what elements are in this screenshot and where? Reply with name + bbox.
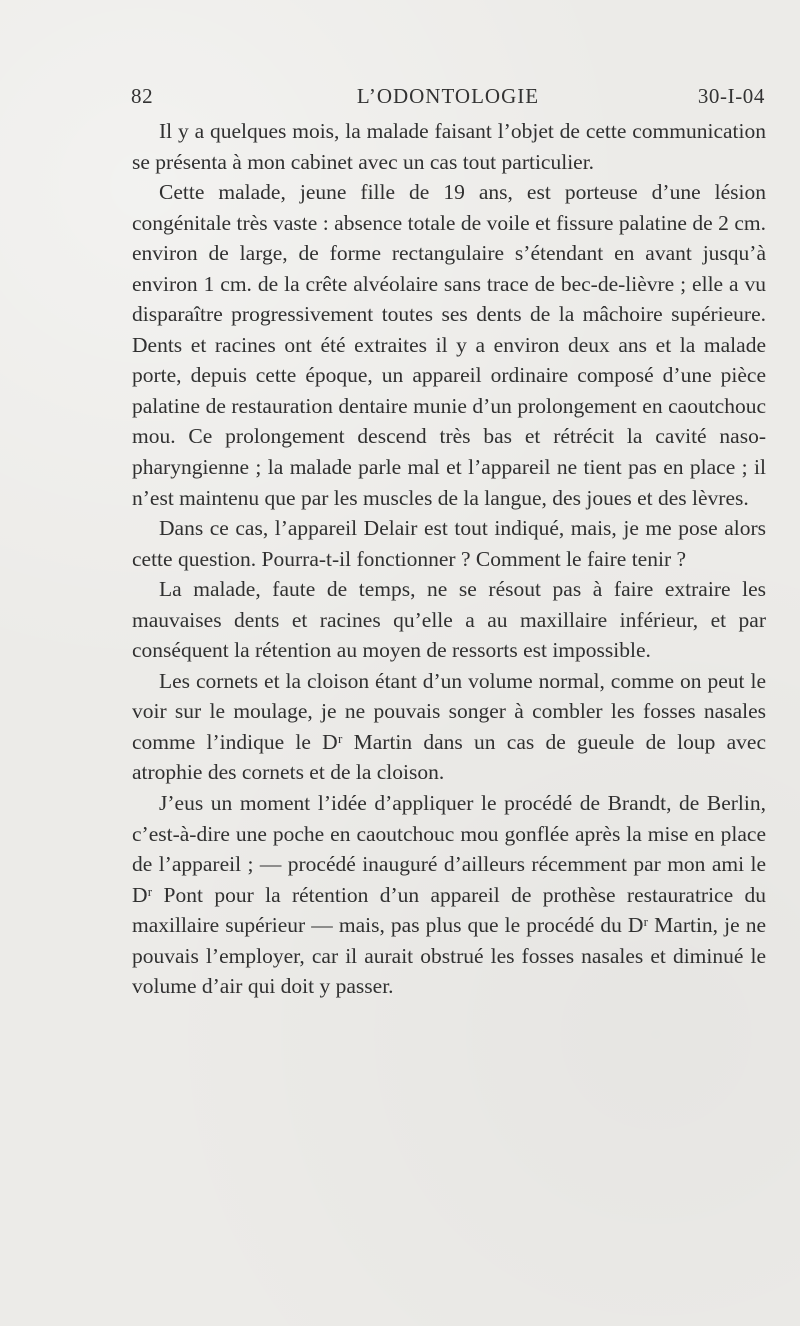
page-number: 82: [131, 84, 154, 108]
paragraph-5: Les cornets et la cloison étant d’un volume normal, comme on peut le voir sur le moulage, je ne pouvais songer à combler les fosses nasales comme l’indique le Dʳ Martin dans un cas de gueule de loup avec atrophie des cornets et de la cloison.: [132, 668, 766, 785]
paragraph-2: Cette malade, jeune fille de 19 ans, est porteuse d’une lésion congénitale très vaste : absence totale de voile et fissure palatine de 2 cm. environ de large, de forme rectangulaire s’étendant en avant jusqu’à environ 1 cm. de la crête alvéolaire sans trace de bec-de-lièvre ; elle a vu disparaître progressivement toutes ses dents de la mâchoire supérieure. Dents et racines ont été extraites il y a environ deux ans et la malade porte, depuis cette époque, un appareil ordinaire composé d’une pièce palatine de restauration dentaire munie d’un prolongement en caoutchouc mou. Ce prolongement descend très bas et rétrécit la cavité naso-pharyngienne ; la malade parle mal et l’appareil ne tient pas en place ; il n’est maintenu que par les muscles de la langue, des joues et des lèvres.: [132, 180, 766, 510]
journal-title: L’ODONTOLOGIE: [356, 84, 540, 108]
issue-date: 30-I-04: [697, 84, 765, 108]
paragraph-6: J’eus un moment l’idée d’appliquer le procédé de Brandt, de Berlin, c’est-à-dire une poche en caoutchouc mou gonflée après la mise en place de l’appareil ; — procédé inauguré d’ailleurs récemment par mon ami le Dʳ Pont pour la rétention d’un appareil de prothèse restauratrice du maxillaire supérieur — mais, pas plus que le procédé du Dʳ Martin, je ne pouvais l’employer, car il aurait obstrué les fosses nasales et diminué le volume d’air qui doit y passer.: [132, 791, 766, 999]
article-body: [132, 116, 766, 1002]
paragraph-1: Il y a quelques mois, la malade faisant l’objet de cette communication se présenta à mon cabinet avec un cas tout particulier.: [132, 119, 766, 174]
paragraph-3: Dans ce cas, l’appareil Delair est tout indiqué, mais, je me pose alors cette question. Pourra-t-il fonctionner ? Comment le faire tenir ?: [132, 516, 766, 571]
paragraph-4: La malade, faute de temps, ne se résout pas à faire extraire les mauvaises dents et racines qu’elle a au maxillaire inférieur, et par conséquent la rétention au moyen de ressorts est impossible.: [132, 577, 766, 663]
running-header: [131, 84, 765, 112]
